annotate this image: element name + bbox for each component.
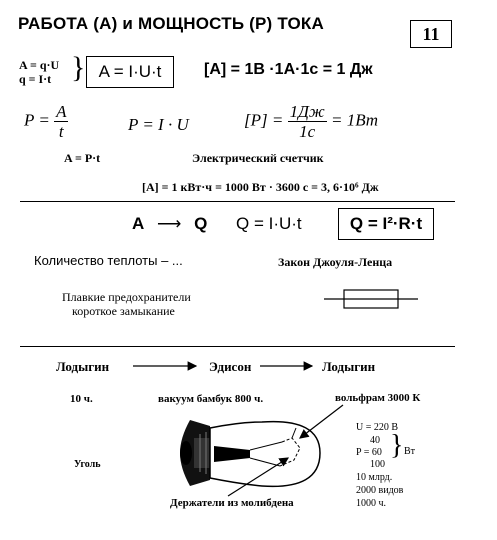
heat-q: Q	[194, 214, 208, 233]
meter-label: Электрический счетчик	[192, 151, 324, 165]
lifetime-3: вольфрам 3000 К	[335, 392, 421, 404]
kwh-conversion: [A] = 1 кВт·ч = 1000 Вт · 3600 с = 3, 6·10⁶ Дж	[142, 180, 379, 194]
inventor-2: Эдисон	[209, 359, 252, 374]
lifetime-2: вакуум бамбук 800 ч.	[158, 393, 264, 405]
work-formula-box: A = I·U·t	[86, 56, 174, 88]
lifetime-1: 10 ч.	[70, 393, 93, 405]
spec-power-60: P = 60	[356, 447, 382, 458]
power-denominator: t	[58, 122, 64, 141]
page-title: РАБОТА (А) и МОЩНОСТЬ (Р) ТОКА	[18, 14, 324, 33]
heat-a: A	[132, 214, 145, 233]
work-definition-q: q = I·t	[19, 72, 52, 86]
power-unit-numerator: 1Дж	[289, 102, 325, 121]
holders-label: Держатели из молибдена	[170, 497, 294, 509]
work-definition-a: A = q·U	[19, 58, 60, 72]
heat-quantity-label: Количество теплоты – ...	[34, 253, 183, 268]
spec-brace: }	[390, 430, 404, 461]
fuses-label: Плавкие предохранители	[62, 290, 191, 304]
power-formula-2: P = I · U	[128, 115, 189, 134]
power-lhs: P =	[24, 110, 50, 130]
inventor-3: Лодыгин	[322, 359, 376, 374]
power-numerator: A	[56, 102, 67, 121]
spec-power-40: 40	[370, 435, 380, 446]
work-unit-text: [A] = 1В ·1А·1с = 1 Дж	[204, 61, 373, 78]
spec-count: 10 млрд.	[356, 472, 393, 483]
power-unit-rhs: = 1Вт	[330, 110, 379, 130]
carbon-label: Уголь	[74, 459, 101, 470]
spec-unit: Вт	[404, 446, 416, 457]
power-unit-lhs: [P] =	[244, 110, 284, 130]
power-unit-denominator: 1с	[299, 122, 316, 141]
joule-lenz-box: Q = I²·R·t	[338, 208, 434, 240]
spec-lifetime: 1000 ч.	[356, 498, 387, 509]
brace-symbol: }	[71, 51, 86, 84]
spec-voltage: U = 220 В	[356, 422, 399, 433]
work-from-power: A = P·t	[64, 151, 101, 165]
page-number-box: 11	[410, 20, 452, 48]
short-circuit-label: короткое замыкание	[72, 304, 175, 318]
spec-power-100: 100	[370, 459, 385, 470]
arrow-icon: ⟶	[157, 214, 182, 233]
heat-formula: Q = I·U·t	[236, 214, 302, 233]
inventor-1: Лодыгин	[56, 359, 110, 374]
spec-types: 2000 видов	[356, 485, 404, 496]
joule-lenz-law: Закон Джоуля-Ленца	[278, 255, 393, 269]
